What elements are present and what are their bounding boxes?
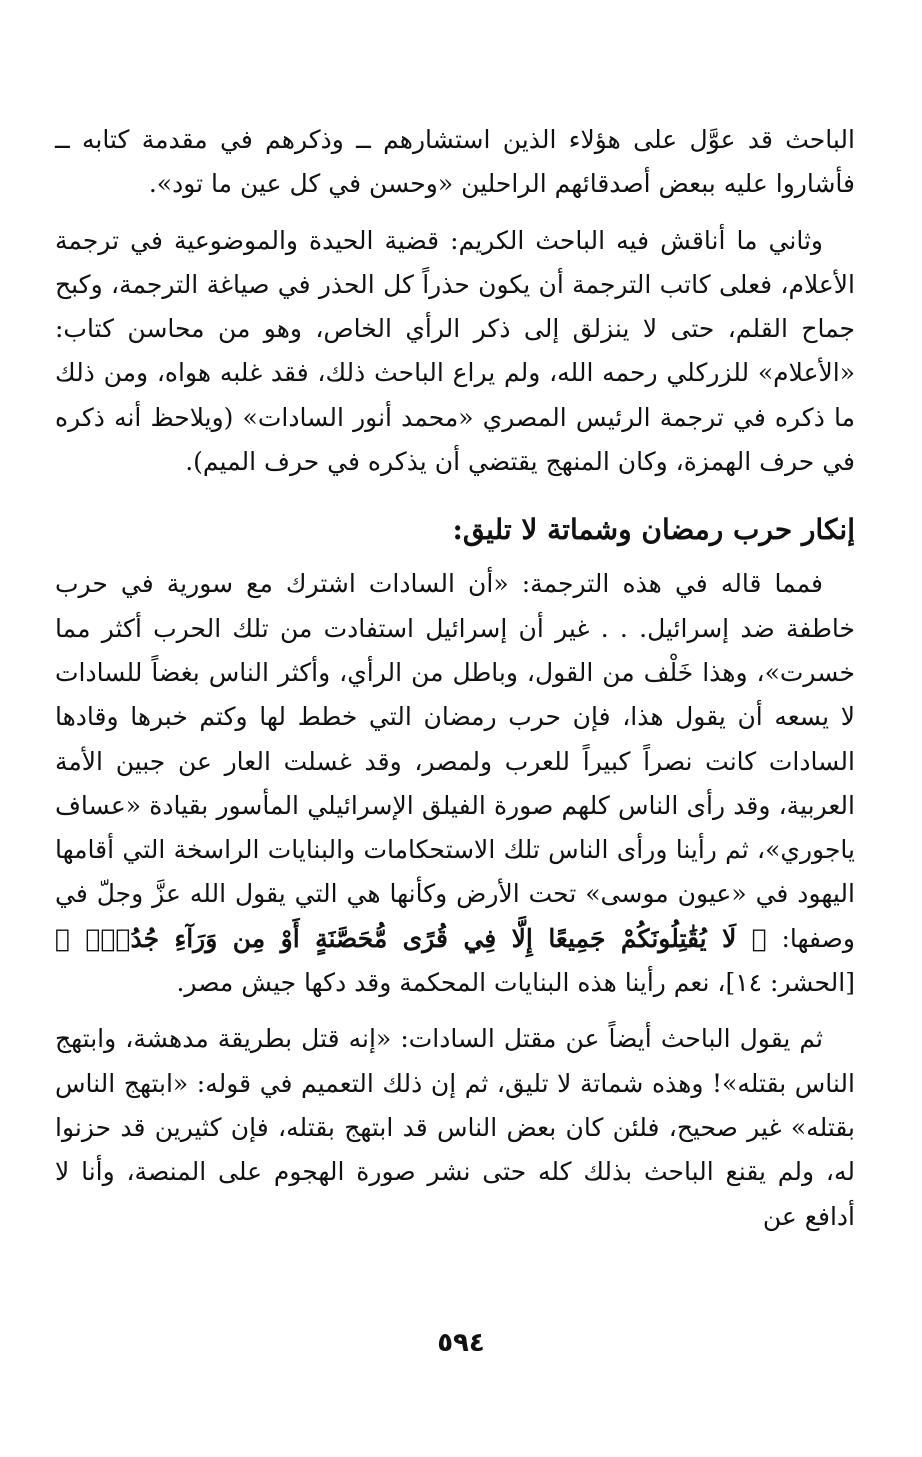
paragraph-continuation: الباحث قد عوَّل على هؤلاء الذين استشارهم ــ وذكرهم في مقدمة كتابه ــ فأشاروا عليه ببعض أصدقائهم الراحلين «وحسن في كل عين ما تود».	[55, 125, 855, 199]
quran-verse: ﴿ لَا يُقَٰتِلُونَكُمْ جَمِيعًا إِلَّا فِي قُرًى مُّحَصَّنَةٍ أَوْ مِن وَرَآءِ جُدُرٍۭ ﴾	[55, 923, 767, 953]
section-heading: إنكار حرب رمضان وشماتة لا تليق:	[452, 513, 855, 547]
paragraph-ramadan-war	[55, 562, 855, 1005]
page-number: ٥٩٤	[437, 1328, 485, 1358]
paragraph-ramadan-war-text-end: [الحشر: ١٤]، نعم رأينا هذه البنايات المحكمة وقد دكها جيش مصر.	[176, 968, 855, 998]
page-body	[55, 118, 855, 1239]
paragraph-neutrality: وثاني ما أناقش فيه الباحث الكريم: قضية الحيدة والموضوعية في ترجمة الأعلام، فعلى كاتب الترجمة أن يكون حذراً كل الحذر في صياغة الترجمة، وكبح جماح القلم، حتى لا ينزلق إلى ذكر الرأي الخاص، وهو من محاسن كتاب: «الأعلام» للزركلي رحمه الله، ولم يراع الباحث ذلك، فقد غلبه هواه، ومن ذلك ما ذكره في ترجمة الرئيس المصري «محمد أنور السادات» (ويلاحظ أنه ذكره في حرف الهمزة، وكان المنهج يقتضي أن يذكره في حرف الميم).	[55, 225, 855, 477]
paragraph-ramadan-war-text: فمما قاله في هذه الترجمة: «أن السادات اشترك مع سورية في حرب خاطفة ضد إسرائيل. . . غير أن إسرائيل استفادت من تلك الحرب أكثر مما خسرت»، وهذا خَلْف من القول، وباطل من الرأي، وأكثر الناس بغضاً للسادات لا يسعه أن يقول هذا، فإن حرب رمضان التي خطط لها وكتم خبرها وقادها السادات كانت نصراً كبيراً للعرب ولمصر، وقد غسلت العار عن جبين الأمة العربية، وقد رأى الناس كلهم صورة الفيلق الإسرائيلي المأسور بقيادة «عساف ياجوري»، ثم رأينا ورأى الناس تلك الاستحكامات والبنايات الراسخة التي أقامها اليهود في «عيون موسى» تحت الأرض وكأنها هي التي يقول الله عزَّ وجلّ في وصفها:	[55, 569, 855, 953]
paragraph-assassination: ثم يقول الباحث أيضاً عن مقتل السادات: «إنه قتل بطريقة مدهشة، وابتهج الناس بقتله»! وهذه شماتة لا تليق، ثم إن ذلك التعميم في قوله: «ابتهج الناس بقتله» غير صحيح، فلئن كان بعض الناس قد ابتهج بقتله، فإن كثيرين قد حزنوا له، ولم يقنع الباحث بذلك كله حتى نشر صورة الهجوم على المنصة، وأنا لا أدافع عن	[55, 1024, 855, 1231]
